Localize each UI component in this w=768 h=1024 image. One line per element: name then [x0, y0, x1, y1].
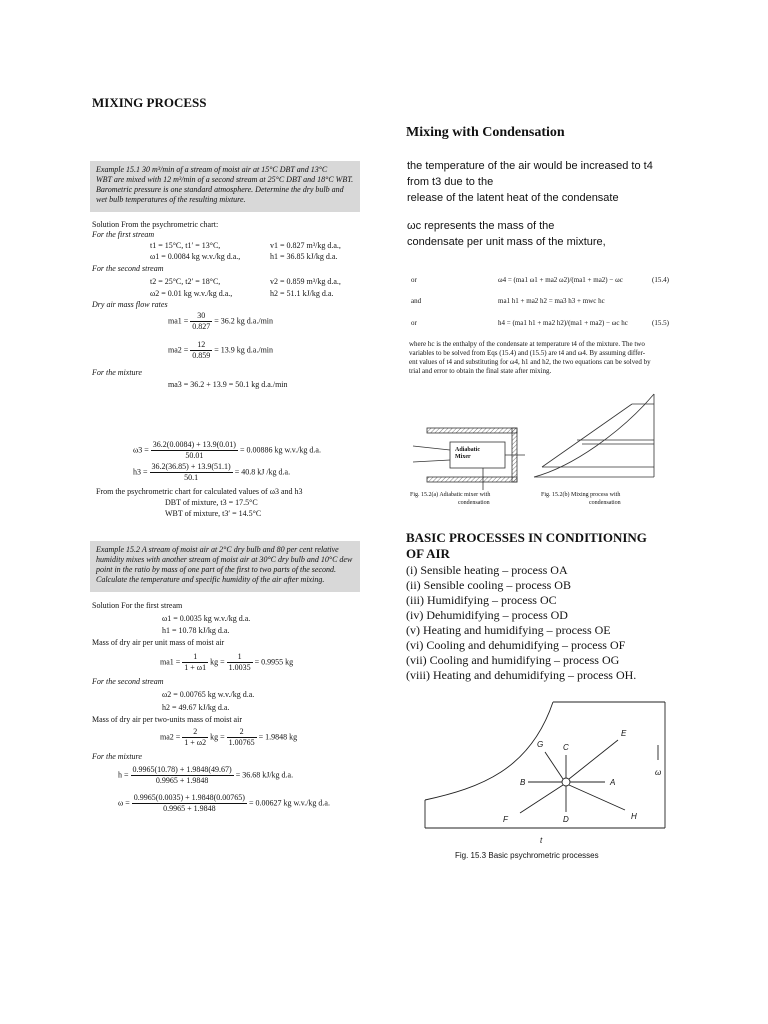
h-result: = 36.68 kJ/kg d.a. [235, 770, 294, 780]
mixer-wall-bottom [427, 477, 517, 482]
label-h: H [631, 812, 637, 821]
axis-w-label: ω [655, 768, 662, 777]
ma2-equation [168, 340, 273, 361]
second-stream-label: For the second stream [92, 264, 164, 273]
m2-result: = 1.9848 kg [258, 732, 298, 742]
basic-processes-list [406, 563, 636, 683]
e2-h1: h1 = 10.78 kJ/kg d.a. [162, 626, 230, 635]
example-1-solution [92, 220, 362, 240]
m1-result: = 0.9955 kg [254, 657, 294, 667]
first-stream-label: For the first stream [92, 230, 155, 239]
m1-den: 1 + ω1 [184, 663, 207, 672]
w3-equation [133, 440, 321, 461]
explain-line: variables to be solved from Eqs (15.4) and (15.5) are t4 and ω4. By assuming differ- [409, 349, 646, 357]
para-1-line: from t3 due to the [407, 176, 494, 188]
ma2-den: 0.859 [192, 351, 211, 360]
h-num: 0.9965(10.78) + 1.9848(49.67) [132, 765, 232, 774]
m2-mid: kg = [210, 732, 225, 742]
w3-num: 36.2(0.0084) + 13.9(0.01) [152, 440, 236, 449]
ma1-num: 30 [190, 311, 212, 322]
label-a: A [610, 778, 616, 787]
fs-line2a: ω1 = 0.0084 kg w.v./kg d.a., [150, 252, 241, 261]
fig-a-caption-line: condensation [458, 500, 490, 506]
m2-fraction-2 [227, 727, 257, 748]
dry-air-label: Dry air mass flow rates [92, 300, 168, 309]
ma1-fraction [190, 311, 212, 332]
h3-lhs: h3 = [133, 467, 148, 477]
h3-equation [133, 462, 290, 483]
m2-den2: 1.00765 [228, 738, 255, 747]
eq-3: h4 = (ma1 h1 + ma2 h2)/(ma1 + ma2) − ωc hc [498, 319, 628, 327]
eq-label-or-2: or [411, 319, 417, 327]
h-equation [118, 765, 293, 786]
ss-line2a: ω2 = 0.01 kg w.v./kg d.a., [150, 289, 233, 298]
w-result: = 0.00627 kg w.v./kg d.a. [248, 798, 330, 808]
e2-h2: h2 = 49.67 kJ/kg d.a. [162, 703, 230, 712]
m1-num2: 1 [227, 652, 253, 663]
h3-num: 36.2(36.85) + 13.9(51.1) [151, 462, 231, 471]
m1-num: 1 [182, 652, 208, 663]
m1-equation [160, 652, 293, 673]
fig-15-3-caption: Fig. 15.3 Basic psychrometric processes [455, 851, 599, 860]
process-item: (iv) Dehumidifying – process OD [406, 608, 568, 622]
label-b: B [520, 778, 526, 787]
m1-mid: kg = [210, 657, 225, 667]
inlet-2-arrow [413, 460, 450, 462]
mixing-process-figure [532, 392, 672, 487]
fs-line1b: v1 = 0.827 m³/kg d.a., [270, 241, 341, 250]
e2-second-stream: For the second stream [92, 677, 164, 686]
para-1-line: release of the latent heat of the condensate [407, 192, 619, 204]
m2-lhs: ma2 = [160, 732, 181, 742]
state-point-o [562, 778, 570, 786]
ss-line2b: h2 = 51.1 kJ/kg d.a. [270, 289, 334, 298]
fig-b-caption-line: Fig. 15.2(b) Mixing process with [541, 492, 621, 498]
from-chart-text: From the psychrometric chart for calculated values of ω3 and h3 [96, 487, 303, 496]
example-2-text: humidity mixes with another stream of moist air at 30°C dry bulb and 10°C dew [96, 555, 353, 564]
m1-den2: 1.0035 [228, 663, 251, 672]
h-lhs: h = [118, 770, 129, 780]
m2-num: 2 [182, 727, 208, 738]
basic-processes-heading [406, 530, 647, 562]
arrow-oe [569, 740, 618, 779]
saturation-curve [425, 702, 553, 800]
m2-num2: 2 [227, 727, 257, 738]
process-item: (vi) Cooling and dehumidifying – process OF [406, 638, 626, 652]
dbt-result: DBT of mixture, t3 = 17.5°C [165, 498, 258, 507]
w3-result: = 0.00886 kg w.v./kg d.a. [239, 445, 321, 455]
process-item: (vii) Cooling and humidifying – process OG [406, 653, 620, 667]
inlet-1-arrow [413, 446, 450, 450]
eq-1: ω4 = (ma1 ω1 + ma2 ω2)/(ma1 + ma2) − ωc [498, 276, 623, 284]
mixture-label: For the mixture [92, 368, 142, 377]
axis-t-label: t [540, 836, 543, 845]
para-1-line: the temperature of the air would be increased to t4 [407, 160, 653, 172]
example-2-box [90, 541, 360, 592]
eq-label-and: and [411, 297, 422, 305]
ma2-fraction [190, 340, 212, 361]
condensation-para-2 [407, 218, 606, 250]
e2-w2: ω2 = 0.00765 kg w.v./kg d.a. [162, 690, 255, 699]
ma3-equation: ma3 = 36.2 + 13.9 = 50.1 kg d.a./min [168, 380, 288, 389]
ma2-lhs: ma2 = [168, 345, 189, 355]
label-g: G [537, 740, 544, 749]
m1-fraction-2 [227, 652, 253, 673]
para-2-line: ωc represents the mass of the [407, 220, 555, 232]
wbt-result: WBT of mixture, t3′ = 14.5°C [165, 509, 262, 518]
process-item: (i) Sensible heating – process OA [406, 563, 568, 577]
basic-heading-line: BASIC PROCESSES IN CONDITIONING [406, 530, 647, 545]
m2-equation [160, 727, 297, 748]
h3-result: = 40.8 kJ /kg d.a. [234, 467, 291, 477]
solution-2-label: Solution For the first stream [92, 601, 183, 610]
mixer-label: Adiabatic Mixer [455, 447, 481, 460]
label-f: F [503, 815, 508, 824]
process-item: (v) Heating and humidifying – process OE [406, 623, 611, 637]
condensation-para-1 [407, 158, 653, 206]
ma1-lhs: ma1 = [168, 316, 189, 326]
fig-a-caption-line: Fig. 15.2(a) Adiabatic mixer with [410, 492, 491, 498]
h-fraction [131, 765, 234, 786]
example-1-text: Example 15.1 30 m³/min of a stream of moist air at 15°C DBT and 13°C [96, 165, 328, 174]
h-den: 0.9965 + 1.9848 [155, 776, 209, 785]
m2-fraction [182, 727, 208, 748]
m1-lhs: ma1 = [160, 657, 181, 667]
fs-line1a: t1 = 15°C, t1′ = 13°C, [150, 241, 221, 250]
example-2-text: Calculate the temperature and specific humidity of the air after mixing. [96, 575, 325, 584]
ma1-result: = 36.2 kg d.a./min [214, 316, 274, 326]
example-1-box [90, 161, 360, 212]
fig-b-caption [541, 491, 621, 507]
w-den: 0.9965 + 1.9848 [163, 804, 216, 813]
mixer-wall-top [427, 428, 517, 433]
example-2-text: point in the ratio by mass of one part of the first to two parts of the second. [96, 565, 336, 574]
example-1-text: WBT are mixed with 12 m³/min of a second stream at 25°C DBT and 18°C WBT. [96, 175, 354, 184]
mixing-line [542, 404, 632, 467]
h3-den: 50.1 [184, 473, 199, 482]
h3-fraction [150, 462, 233, 483]
w-equation [118, 793, 330, 814]
process-item: (iii) Humidifying – process OC [406, 593, 557, 607]
saturation-curve [534, 394, 654, 477]
ma2-result: = 13.9 kg d.a./min [214, 345, 274, 355]
label-d: D [563, 815, 569, 824]
w-fraction [132, 793, 247, 814]
arrow-og [545, 752, 563, 779]
process-item: (viii) Heating and dehumidifying – process OH. [406, 668, 637, 682]
basic-processes-figure [420, 700, 670, 850]
example-2-text: Example 15.2 A stream of moist air at 2°C dry bulb and 80 per cent relative [96, 545, 339, 554]
page-title: MIXING PROCESS [92, 95, 207, 110]
m1-fraction [182, 652, 208, 673]
ma1-den: 0.827 [192, 322, 211, 331]
basic-heading-line: OF AIR [406, 546, 450, 561]
w-lhs: ω = [118, 798, 130, 808]
fig-b-caption-line: condensation [589, 500, 621, 506]
label-e: E [621, 729, 627, 738]
explain-line: ent values of t4 and substituting for ω4, h1 and h2, the two equations can be solved by [409, 358, 651, 366]
w-num: 0.9965(0.0035) + 1.9848(0.00765) [133, 793, 245, 802]
para-2-line: condensate per unit mass of the mixture, [407, 236, 606, 248]
e2-mass1: Mass of dry air per unit mass of moist air [92, 638, 225, 647]
fs-line2b: h1 = 36.85 kJ/kg d.a. [270, 252, 338, 261]
condensation-heading: Mixing with Condensation [406, 125, 565, 140]
ma2-num: 12 [190, 340, 212, 351]
example-1-text: wet bulb temperatures of the resulting mixture. [96, 195, 246, 204]
e2-mass2: Mass of dry air per two-units mass of moist air [92, 715, 242, 724]
m2-den: 1 + ω2 [184, 738, 207, 747]
w3-den: 50.01 [185, 451, 204, 460]
e2-mixture: For the mixture [92, 752, 142, 761]
eq-number-2: (15.5) [652, 319, 669, 327]
explain-line: where hc is the enthalpy of the condensate at temperature t4 of the mixture. The two [409, 340, 645, 348]
solution-label: Solution From the psychrometric chart: [92, 220, 219, 229]
w3-lhs: ω3 = [133, 445, 149, 455]
ss-line1a: t2 = 25°C, t2′ = 18°C, [150, 277, 221, 286]
arrow-of [520, 785, 563, 813]
ma1-equation [168, 311, 273, 332]
label-c: C [563, 743, 569, 752]
w3-fraction [151, 440, 238, 461]
fig-a-caption [410, 491, 490, 507]
process-item: (ii) Sensible cooling – process OB [406, 578, 571, 592]
e2-w1: ω1 = 0.0035 kg w.v./kg d.a. [162, 614, 251, 623]
eq-2: ma1 h1 + ma2 h2 = ma3 h3 + mwc hc [498, 297, 605, 305]
condensation-explanation [409, 340, 677, 376]
explain-line: trial and error to obtain the final state after mixing. [409, 367, 552, 375]
arrow-oh [569, 785, 625, 810]
eq-label-or-1: or [411, 276, 417, 284]
example-1-text: Barometric pressure is one standard atmosphere. Determine the dry bulb and [96, 185, 344, 194]
ss-line1b: v2 = 0.859 m³/kg d.a., [270, 277, 341, 286]
eq-number-1: (15.4) [652, 276, 669, 284]
